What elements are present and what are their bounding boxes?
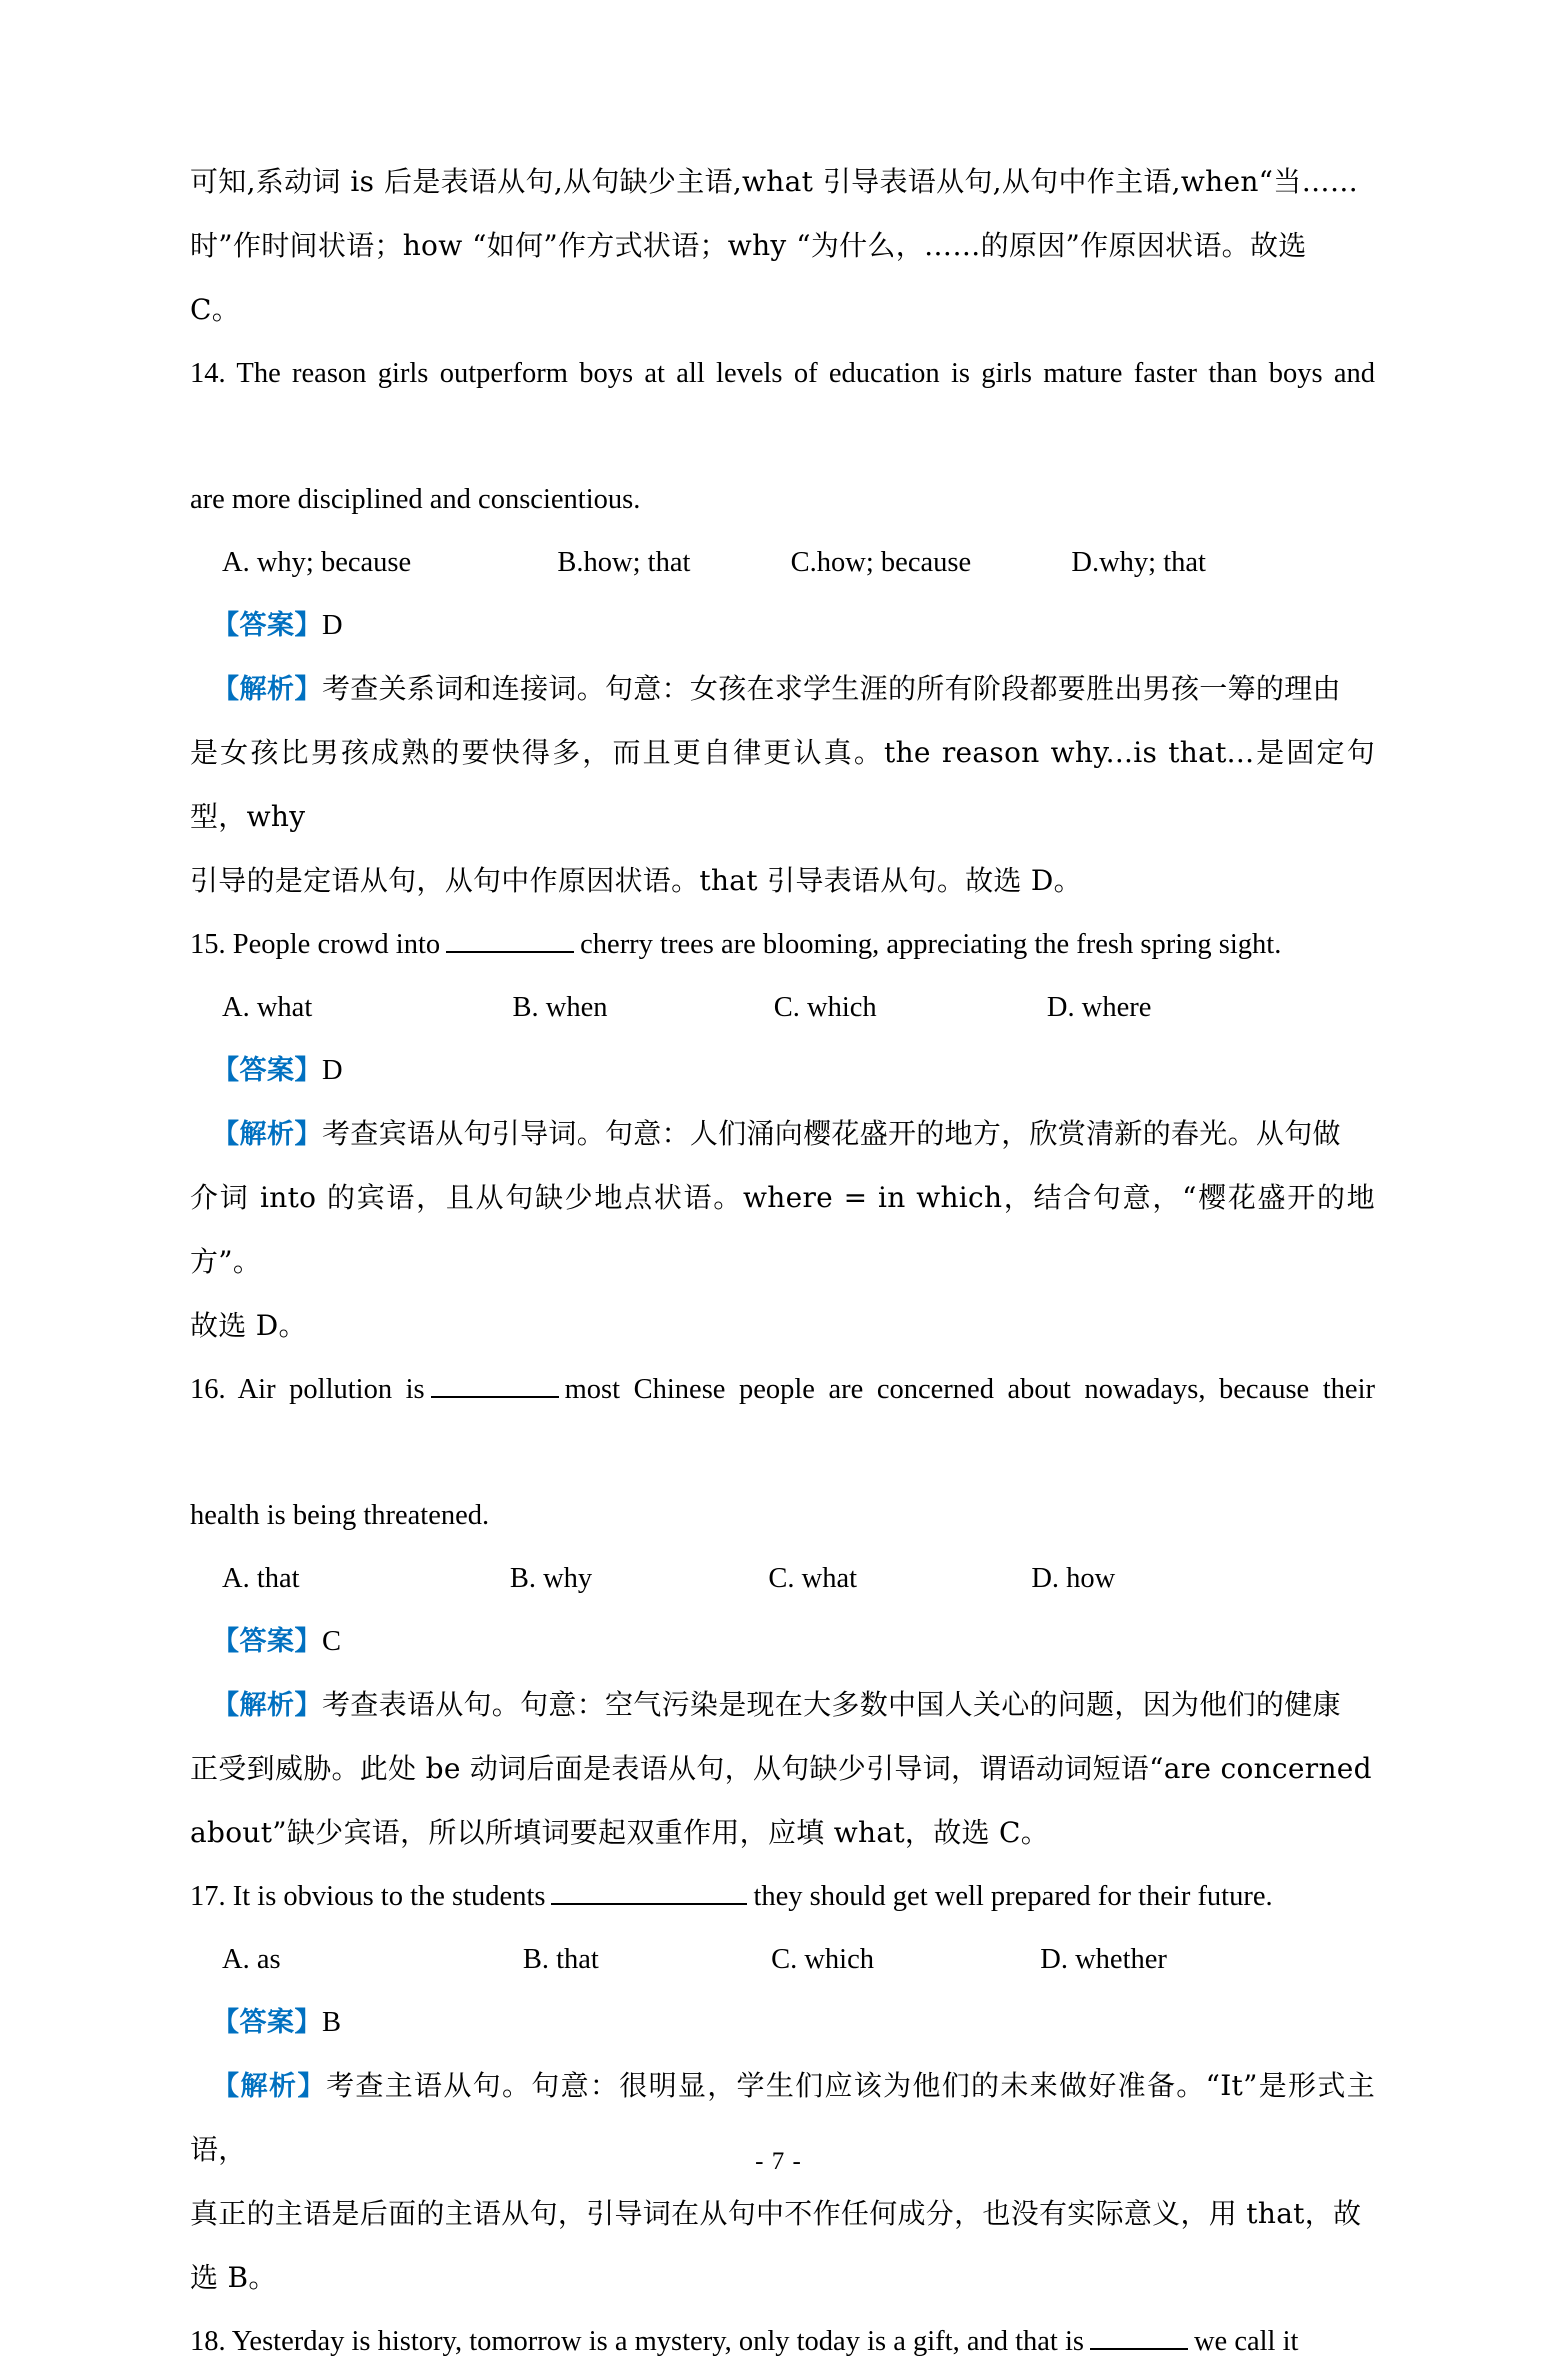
option-d[interactable]: D. how: [1031, 1563, 1116, 1594]
analysis-line-2: 是女孩比男孩成熟的要快得多，而且更自律更认真。the reason why...is that...是固定句型，why: [190, 736, 1375, 833]
question-14-answer: [190, 594, 1375, 657]
option-d[interactable]: D.why; that: [1071, 547, 1206, 578]
analysis-line-1: 考查关系词和连接词。句意：女孩在求学生涯的所有阶段都要胜出男孩一筹的理由: [322, 672, 1341, 705]
question-17-answer: [190, 1991, 1375, 2054]
analysis-line-2: 介词 into 的宾语，且从句缺少地点状语。where = in which，结合句意，“樱花盛开的地方”。: [190, 1181, 1375, 1278]
answer-value: D: [322, 1055, 343, 1086]
option-a[interactable]: A. as: [222, 1944, 281, 1975]
option-c[interactable]: C. which: [771, 1944, 874, 1975]
question-18-stem: [190, 2310, 1375, 2373]
answer-value: B: [322, 2007, 342, 2038]
continued-analysis-line-1: 可知,系动词 is 后是表语从句,从句缺少主语,what 引导表语从句,从句中作主语,when“当……: [190, 165, 1359, 198]
question-18-stem-post: we call it: [1193, 2326, 1299, 2357]
question-14-options: [190, 531, 1375, 594]
question-15-stem-pre: 15. People crowd into: [190, 929, 441, 960]
answer-blank[interactable]: [446, 925, 574, 953]
question-18-stem-pre: 18. Yesterday is history, tomorrow is a mystery, only today is a gift, and that is: [190, 2326, 1084, 2357]
answer-blank[interactable]: [431, 1370, 559, 1398]
question-15-stem-post: cherry trees are blooming, appreciating the fresh spring sight.: [580, 929, 1282, 960]
answer-blank[interactable]: [1090, 2322, 1188, 2350]
question-17-stem-pre: 17. It is obvious to the students: [190, 1881, 546, 1912]
analysis-marker: 【解析】: [212, 1690, 322, 1721]
option-b[interactable]: B. that: [522, 1944, 599, 1975]
question-16-answer: [190, 1610, 1375, 1673]
analysis-line-2: 真正的主语是后面的主语从句，引导词在从句中不作任何成分，也没有实际意义，用 that，故: [190, 2197, 1362, 2230]
option-b[interactable]: B. when: [512, 992, 608, 1023]
option-c[interactable]: C. which: [773, 992, 877, 1023]
question-15-answer: [190, 1039, 1375, 1102]
question-17-analysis: [190, 2054, 1375, 2310]
question-16-stem-line-1: [190, 1358, 1375, 1484]
page-number: - 7 -: [755, 2148, 802, 2175]
continued-analysis-line-3: C。: [190, 293, 241, 326]
option-a[interactable]: A. that: [222, 1563, 300, 1594]
option-a[interactable]: A. what: [222, 992, 313, 1023]
page-content: [190, 150, 1375, 2373]
analysis-line-3: 故选 D。: [190, 1309, 307, 1342]
question-14-analysis: [190, 657, 1375, 913]
answer-blank[interactable]: [551, 1877, 747, 1905]
question-17-options: [190, 1928, 1375, 1991]
question-14-stem-line-1: 14. The reason girls outperform boys at all levels of education is girls mature faster than boys and: [190, 358, 1375, 389]
analysis-line-1: 考查宾语从句引导词。句意：人们涌向樱花盛开的地方，欣赏清新的春光。从句做: [322, 1117, 1341, 1150]
option-a[interactable]: A. why; because: [222, 547, 412, 578]
answer-value: C: [322, 1626, 342, 1657]
question-16-stem-post: most Chinese people are concerned about nowadays, because their: [564, 1374, 1375, 1405]
option-d[interactable]: D. whether: [1040, 1944, 1167, 1975]
analysis-line-1: 考查主语从句。句意：很明显，学生们应该为他们的未来做好准备。“It”是形式主语，: [190, 2069, 1375, 2166]
answer-marker: 【答案】: [212, 610, 322, 641]
question-16-stem-line-2: health is being threatened.: [190, 1500, 490, 1531]
option-d[interactable]: D. where: [1046, 992, 1152, 1023]
analysis-marker: 【解析】: [212, 674, 322, 705]
question-17-stem-post: they should get well prepared for their future.: [753, 1881, 1273, 1912]
option-b[interactable]: B. why: [509, 1563, 593, 1594]
question-15-stem: [190, 913, 1375, 976]
continued-analysis-block: [190, 150, 1375, 342]
analysis-line-1: 考查表语从句。句意：空气污染是现在大多数中国人关心的问题，因为他们的健康: [322, 1688, 1341, 1721]
analysis-marker: 【解析】: [212, 2071, 327, 2102]
analysis-line-3: 选 B。: [190, 2261, 277, 2294]
analysis-marker: 【解析】: [212, 1119, 322, 1150]
option-c[interactable]: C. what: [768, 1563, 858, 1594]
analysis-line-3: about”缺少宾语，所以所填词要起双重作用，应填 what，故选 C。: [190, 1816, 1050, 1849]
option-b[interactable]: B.how; that: [557, 547, 691, 578]
continued-analysis-line-2: 时”作时间状语；how “如何”作方式状语；why “为什么，……的原因”作原因状语。故选: [190, 229, 1307, 262]
question-14-stem-line-2: are more disciplined and conscientious.: [190, 484, 641, 515]
question-16-stem-pre: 16. Air pollution is: [190, 1374, 425, 1405]
question-16-analysis: [190, 1673, 1375, 1865]
answer-marker: 【答案】: [212, 2007, 322, 2038]
analysis-line-2: 正受到威胁。此处 be 动词后面是表语从句，从句缺少引导词，谓语动词短语“are concerned: [190, 1752, 1372, 1785]
answer-marker: 【答案】: [212, 1626, 322, 1657]
option-c[interactable]: C.how; because: [790, 547, 972, 578]
question-15-options: [190, 976, 1375, 1039]
answer-marker: 【答案】: [212, 1055, 322, 1086]
question-16-options: [190, 1547, 1375, 1610]
analysis-line-3: 引导的是定语从句，从句中作原因状语。that 引导表语从句。故选 D。: [190, 864, 1082, 897]
answer-value: D: [322, 610, 343, 641]
question-15-analysis: [190, 1102, 1375, 1358]
question-17-stem: [190, 1865, 1375, 1928]
